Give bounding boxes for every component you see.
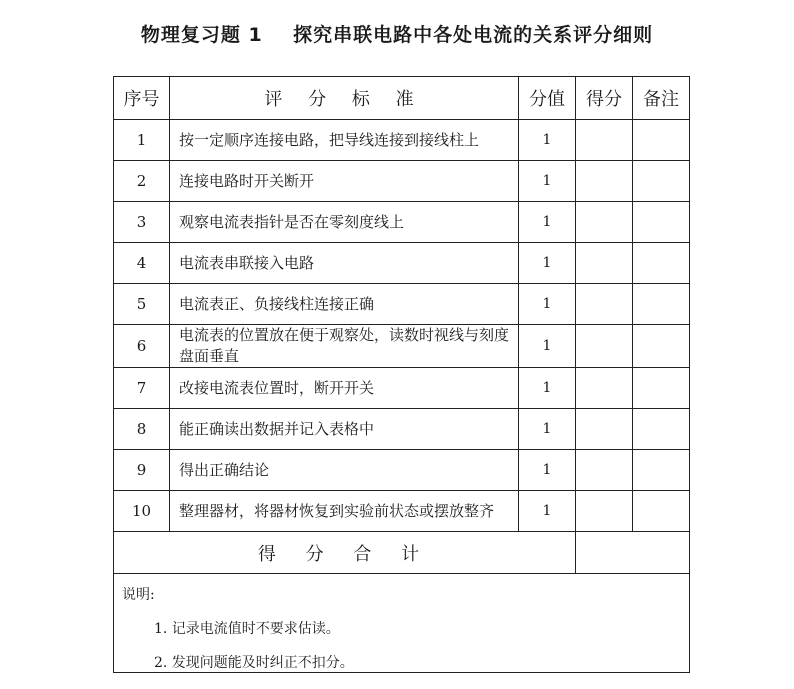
notes-heading: 说明: [122,587,155,603]
row-points: 1 [519,284,576,325]
row-number: 3 [114,202,170,243]
header-index: 序号 [114,77,170,120]
row-criterion: 电流表的位置放在便于观察处，读数时视线与刻度盘面垂直 [170,325,519,368]
table-row [114,409,690,450]
table-row [114,450,690,491]
row-score-cell [576,491,633,532]
table-row [114,202,690,243]
table-row [114,284,690,325]
row-remarks-cell [633,368,690,409]
total-score-cell [576,532,690,574]
row-number: 7 [114,368,170,409]
row-score-cell [576,284,633,325]
row-criterion: 电流表串联接入电路 [170,243,519,284]
row-points: 1 [519,161,576,202]
header-score: 得分 [576,77,633,120]
notes-row [114,574,690,673]
row-remarks-cell [633,243,690,284]
row-remarks-cell [633,450,690,491]
table-row [114,120,690,161]
row-score-cell [576,409,633,450]
row-number: 1 [114,120,170,161]
row-score-cell [576,450,633,491]
row-number: 9 [114,450,170,491]
row-number: 6 [114,325,170,368]
row-points: 1 [519,368,576,409]
row-points: 1 [519,491,576,532]
row-criterion: 连接电路时开关断开 [170,161,519,202]
table-row [114,491,690,532]
row-number: 8 [114,409,170,450]
row-criterion: 得出正确结论 [170,450,519,491]
row-points: 1 [519,409,576,450]
table-row [114,243,690,284]
row-number: 2 [114,161,170,202]
row-remarks-cell [633,409,690,450]
note-item: 1. 记录电流值时不要求估读。 [154,621,340,637]
row-criterion: 观察电流表指针是否在零刻度线上 [170,202,519,243]
row-number: 10 [114,491,170,532]
row-score-cell [576,202,633,243]
row-remarks-cell [633,284,690,325]
total-label: 得 分 合 计 [114,532,576,574]
row-score-cell [576,325,633,368]
row-score-cell [576,243,633,284]
table-row [114,161,690,202]
header-points: 分值 [519,77,576,120]
table-row [114,368,690,409]
row-criterion: 改接电流表位置时，断开开关 [170,368,519,409]
header-row [114,77,690,120]
document-title: 物理复习题 1 探究串联电路中各处电流的关系评分细则 [140,24,654,46]
row-criterion: 整理器材，将器材恢复到实验前状态或摆放整齐 [170,491,519,532]
header-criteria: 评 分 标 准 [170,77,519,120]
row-points: 1 [519,202,576,243]
row-points: 1 [519,120,576,161]
row-score-cell [576,368,633,409]
notes-cell [114,574,690,673]
total-row [114,532,690,574]
row-number: 5 [114,284,170,325]
scoring-rubric-table [113,76,690,673]
header-remarks: 备注 [633,77,690,120]
row-remarks-cell [633,161,690,202]
row-criterion: 按一定顺序连接电路，把导线连接到接线柱上 [170,120,519,161]
row-number: 4 [114,243,170,284]
table-row [114,325,690,368]
row-points: 1 [519,325,576,368]
row-criterion: 电流表正、负接线柱连接正确 [170,284,519,325]
row-criterion: 能正确读出数据并记入表格中 [170,409,519,450]
row-points: 1 [519,450,576,491]
row-score-cell [576,120,633,161]
row-score-cell [576,161,633,202]
row-remarks-cell [633,491,690,532]
row-points: 1 [519,243,576,284]
note-item: 2. 发现问题能及时纠正不扣分。 [154,655,354,671]
row-remarks-cell [633,120,690,161]
row-remarks-cell [633,202,690,243]
row-remarks-cell [633,325,690,368]
